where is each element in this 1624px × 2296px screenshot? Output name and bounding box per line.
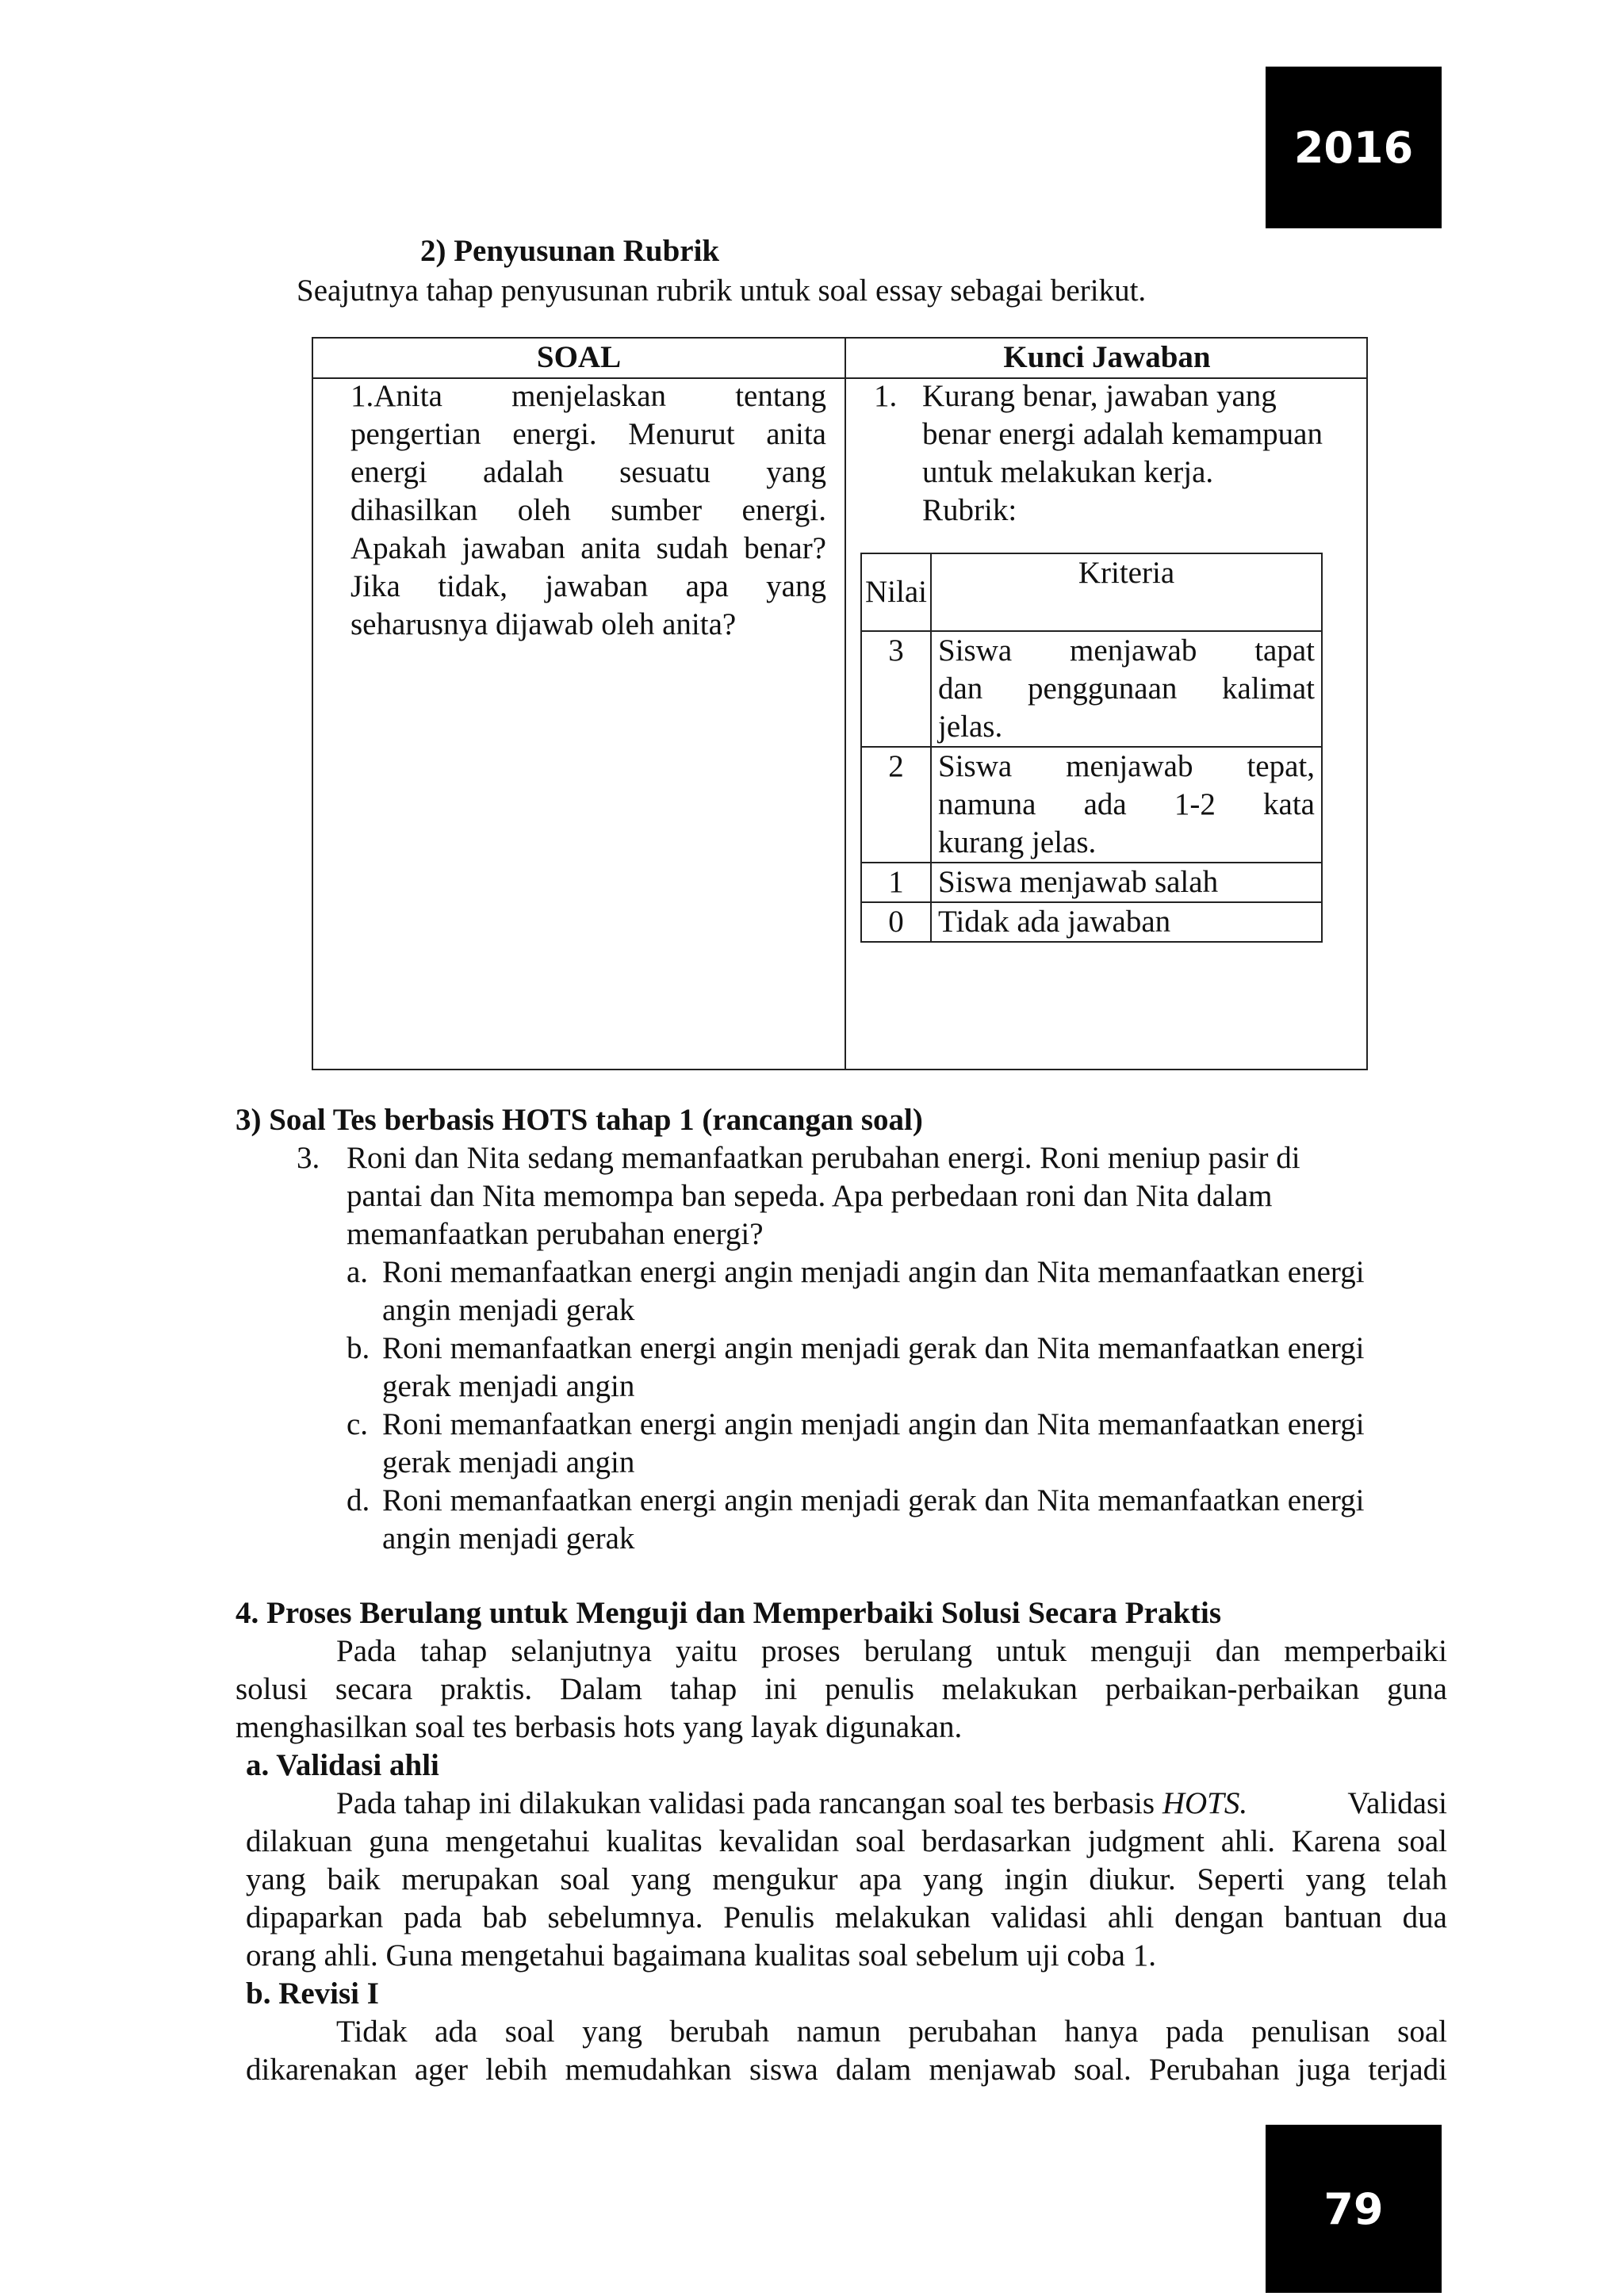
paragraph-line: yang baik merupakan soal yang mengukur apa yang ingin diukur. Seperti yang telah bbox=[246, 1862, 1447, 1896]
answer-number: 1. bbox=[874, 379, 898, 413]
option-line: angin menjadi gerak bbox=[382, 1521, 635, 1556]
nilai-value: 3 bbox=[861, 631, 931, 747]
kriteria-value bbox=[931, 902, 1322, 942]
option-line: gerak menjadi angin bbox=[382, 1445, 635, 1479]
kriteria-line: Tidak ada jawaban bbox=[938, 905, 1171, 939]
soal-line: Jika tidak, jawaban apa yang bbox=[350, 569, 826, 603]
subsection-b-heading: b. Revisi I bbox=[246, 1976, 379, 2011]
validasi-text: Pada tahap ini dilakukan validasi pada rancangan soal tes berbasis bbox=[336, 1786, 1162, 1820]
option-letter: d. bbox=[347, 1483, 370, 1517]
option-letter: a. bbox=[347, 1255, 369, 1289]
kriteria-line: namuna ada 1-2 kata bbox=[938, 787, 1315, 821]
rubrik-row bbox=[861, 863, 1322, 902]
soal-line: energi adalah sesuatu yang bbox=[350, 455, 826, 489]
year-badge bbox=[1266, 67, 1442, 228]
option-line: Roni memanfaatkan energi angin menjadi gerak dan Nita memanfaatkan energi bbox=[382, 1483, 1365, 1517]
soal-line: 1.Anita menjelaskan tentang bbox=[350, 379, 826, 413]
validasi-text: Validasi bbox=[1340, 1786, 1447, 1820]
soal-header: SOAL bbox=[536, 340, 622, 374]
option-line: gerak menjadi angin bbox=[382, 1369, 635, 1403]
year-text: 2016 bbox=[1293, 122, 1414, 173]
option-line: Roni memanfaatkan energi angin menjadi angin dan Nita memanfaatkan energi bbox=[382, 1255, 1365, 1289]
kriteria-value bbox=[931, 747, 1322, 863]
paragraph-line: dikarenakan ager lebih memudahkan siswa dalam menjawab soal. Perubahan juga terjadi bbox=[246, 2053, 1447, 2087]
paragraph-line: dilakuan guna mengetahui kualitas kevalidan soal berdasarkan judgment ahli. Karena soal bbox=[246, 1824, 1447, 1858]
kriteria-line: dan penggunaan kalimat bbox=[938, 672, 1315, 706]
table-column-divider bbox=[845, 339, 846, 1069]
option-letter: b. bbox=[347, 1331, 370, 1365]
section-3-heading: 3) Soal Tes berbasis HOTS tahap 1 (rancangan soal) bbox=[236, 1103, 923, 1137]
question-line: pantai dan Nita memompa ban sepeda. Apa perbedaan roni dan Nita dalam bbox=[347, 1179, 1273, 1213]
question-line: memanfaatkan perubahan energi? bbox=[347, 1217, 764, 1251]
answer-line: Kurang benar, jawaban yang bbox=[922, 379, 1277, 413]
nilai-header: Nilai bbox=[861, 553, 931, 631]
paragraph-line: solusi secara praktis. Dalam tahap ini penulis melakukan perbaikan-perbaikan guna bbox=[236, 1672, 1447, 1706]
question-line: Roni dan Nita sedang memanfaatkan perubahan energi. Roni meniup pasir di bbox=[347, 1141, 1300, 1175]
soal-cell bbox=[350, 377, 826, 644]
option-line: angin menjadi gerak bbox=[382, 1293, 635, 1327]
section-2-heading: 2) Penyusunan Rubrik bbox=[420, 234, 720, 268]
answer-line: benar energi adalah kemampuan bbox=[922, 417, 1323, 451]
nilai-value: 1 bbox=[861, 863, 931, 902]
rubrik-row bbox=[861, 631, 1322, 747]
paragraph-line: Tidak ada soal yang berubah namun perubahan hanya pada penulisan soal bbox=[336, 2015, 1447, 2049]
answer-line: untuk melakukan kerja. bbox=[922, 455, 1214, 489]
nilai-value: 2 bbox=[861, 747, 931, 863]
section-2-intro: Seajutnya tahap penyusunan rubrik untuk soal essay sebagai berikut. bbox=[297, 274, 1147, 308]
kriteria-line: kurang jelas. bbox=[938, 825, 1097, 859]
page-number-text: 79 bbox=[1323, 2183, 1384, 2234]
paragraph-line: menghasilkan soal tes berbasis hots yang layak digunakan. bbox=[236, 1710, 963, 1744]
subsection-a-heading: a. Validasi ahli bbox=[246, 1748, 439, 1782]
question-number: 3. bbox=[297, 1141, 320, 1175]
kriteria-line: Siswa menjawab tepat, bbox=[938, 749, 1315, 783]
kriteria-header: Kriteria bbox=[931, 553, 1322, 631]
hots-italic: HOTS. bbox=[1162, 1786, 1248, 1820]
option-letter: c. bbox=[347, 1407, 369, 1441]
rubrik-row bbox=[861, 902, 1322, 942]
rubrik-header-row bbox=[861, 553, 1322, 631]
rubrik-table bbox=[860, 553, 1323, 943]
kriteria-value bbox=[931, 631, 1322, 747]
kriteria-line: Siswa menjawab salah bbox=[938, 865, 1219, 899]
section-4-heading: 4. Proses Berulang untuk Menguji dan Memperbaiki Solusi Secara Praktis bbox=[236, 1596, 1222, 1630]
soal-line: seharusnya dijawab oleh anita? bbox=[350, 607, 737, 641]
paragraph-line: Pada tahap selanjutnya yaitu proses berulang untuk menguji dan memperbaiki bbox=[336, 1634, 1447, 1668]
kriteria-line: Siswa menjawab tapat bbox=[938, 633, 1315, 668]
rubrik-row bbox=[861, 747, 1322, 863]
soal-line: Apakah jawaban anita sudah benar? bbox=[350, 531, 826, 565]
soal-line: dihasilkan oleh sumber energi. bbox=[350, 493, 826, 527]
paragraph-line: dipaparkan pada bab sebelumnya. Penulis melakukan validasi ahli dengan bantuan dua bbox=[246, 1900, 1447, 1934]
paragraph-line: orang ahli. Guna mengetahui bagaimana kualitas soal sebelum uji coba 1. bbox=[246, 1938, 1156, 1973]
option-line: Roni memanfaatkan energi angin menjadi angin dan Nita memanfaatkan energi bbox=[382, 1407, 1365, 1441]
kunci-jawaban-header: Kunci Jawaban bbox=[1003, 340, 1211, 374]
nilai-value: 0 bbox=[861, 902, 931, 942]
page-number-badge bbox=[1266, 2125, 1442, 2293]
kriteria-value bbox=[931, 863, 1322, 902]
validasi-first-line bbox=[336, 1785, 1447, 1823]
answer-cell bbox=[922, 377, 1366, 530]
soal-line: pengertian energi. Menurut anita bbox=[350, 417, 826, 451]
kriteria-line: jelas. bbox=[938, 710, 1003, 744]
option-line: Roni memanfaatkan energi angin menjadi gerak dan Nita memanfaatkan energi bbox=[382, 1331, 1365, 1365]
rubrik-label: Rubrik: bbox=[922, 493, 1017, 527]
